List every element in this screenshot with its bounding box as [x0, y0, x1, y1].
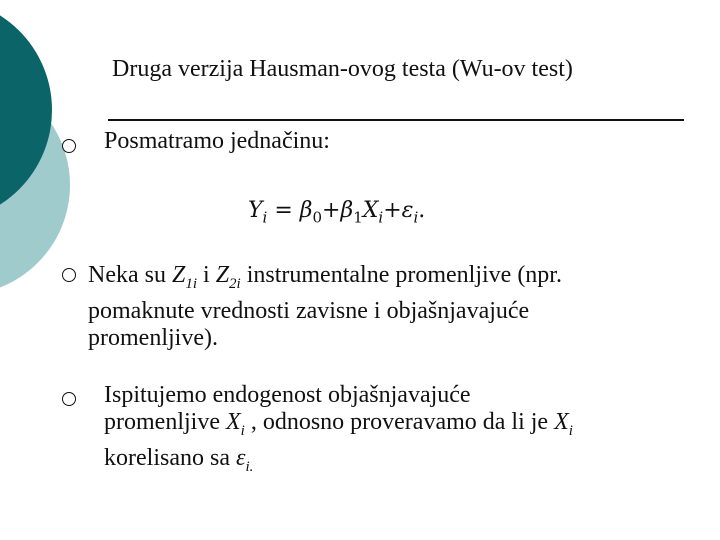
bullet-1-text [104, 128, 330, 155]
bullet-3-line-2: promenljive $X_i$ , odnosno proveravamo da li je $X_i$ [104, 409, 573, 439]
z1-sub: 1i [185, 275, 198, 292]
eq-beta0-sub: 0 [312, 208, 323, 227]
z1-symbol: Z [171, 262, 186, 288]
eq-plus-1: + [322, 198, 341, 223]
regression-equation [248, 198, 425, 226]
bullet-1-label: Posmatramo jednačinu: [104, 128, 330, 154]
eq-beta1: β [340, 198, 354, 223]
bullet-2-text [88, 262, 562, 352]
eq-beta1-sub: 1 [353, 208, 363, 227]
bullet-2-marker [62, 268, 76, 282]
bullet-3-line-3: korelisano sa $\varepsilon_{i.}$ [104, 444, 254, 475]
z2-sub: 2i [229, 275, 241, 292]
x2-sub: i [568, 422, 573, 439]
eq-epsilon-sub: i [413, 208, 419, 227]
decorative-circles [0, 0, 90, 290]
epsilon-symbol: ε [235, 444, 246, 471]
x1-symbol: X [225, 409, 241, 435]
slide-title: Druga verzija Hausman-ovog testa (Wu-ov test) [112, 56, 573, 82]
bullet-3-text [104, 382, 573, 481]
eq-plus-2: + [383, 198, 402, 223]
bullet-3-line-1: Ispitujemo endogenost objašnjavajuće [104, 382, 471, 408]
x2-symbol: X [554, 409, 569, 435]
x1-sub: i [240, 422, 245, 439]
epsilon-sub: i. [245, 458, 254, 475]
eq-equals: = [267, 198, 300, 223]
bullet-2-line-1: Neka su $Z_{1i}$ i $Z_{2i}$ instrumentalne promenljive (npr. [88, 262, 562, 292]
bullet-1-marker [62, 139, 76, 153]
bullet-3-marker [62, 392, 76, 406]
z2-symbol: Z [215, 262, 230, 288]
title-underline [108, 119, 684, 121]
eq-y-sub: i [262, 208, 268, 227]
eq-beta0: β [299, 198, 313, 223]
eq-x: X [362, 198, 379, 223]
eq-y: Y [248, 198, 263, 223]
eq-period: . [418, 198, 426, 223]
bullet-2-line-3: promenljive). [88, 324, 218, 351]
bullet-2-line-2: pomaknute vrednosti zavisne i objašnjavajuće [88, 297, 530, 324]
eq-x-sub: i [378, 208, 384, 227]
eq-epsilon: ε [401, 198, 414, 223]
